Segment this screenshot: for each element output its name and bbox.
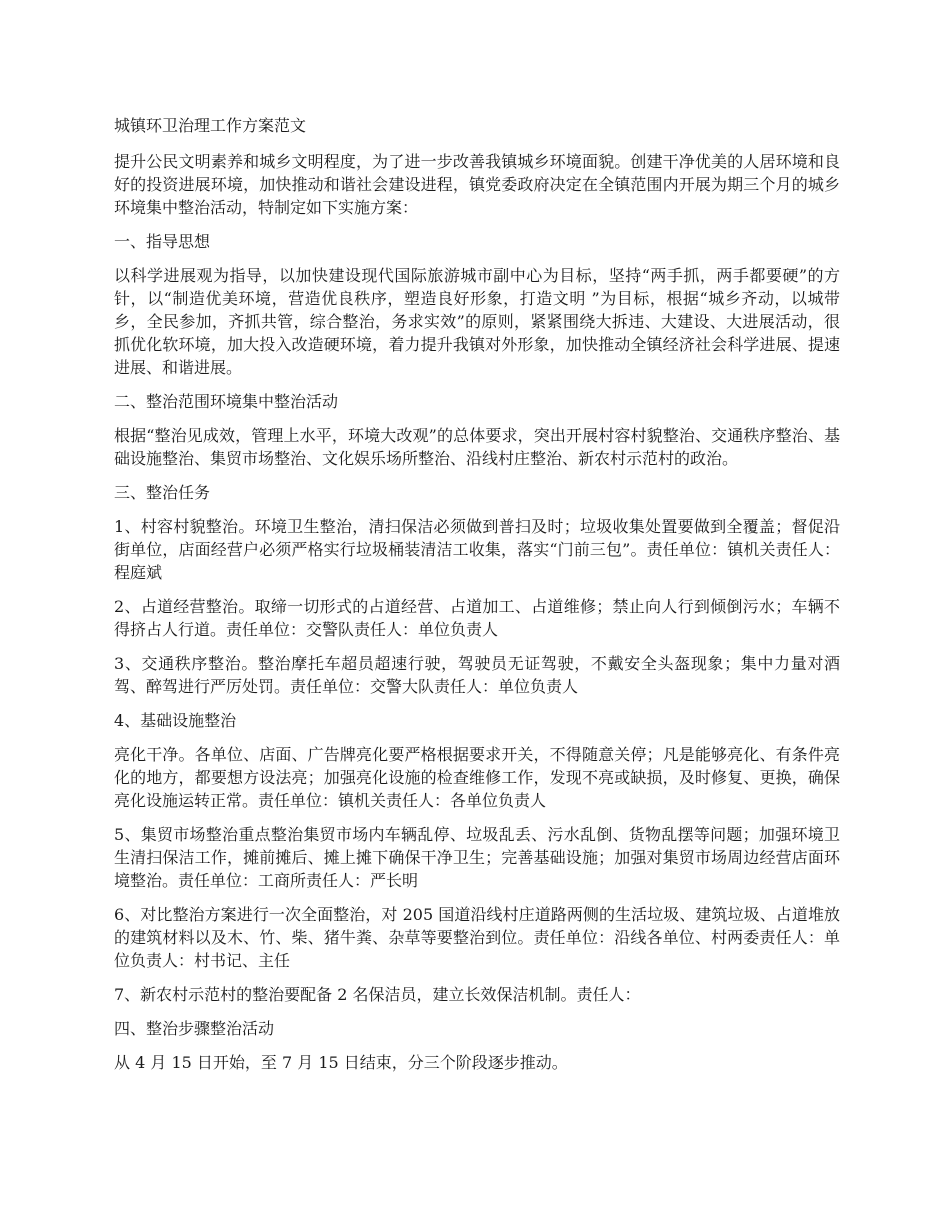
paragraph: 亮化干净。各单位、店面、广告牌亮化要严格根据要求开关，不得随意关停；凡是能够亮化、有条件亮化的地方，都要想方设法亮；加强亮化设施的检查维修工作，发现不亮或缺损，及时修复、更换，确保亮化设施运转正常。责任单位：镇机关责任人：各单位负责人 xyxy=(114,745,840,810)
paragraph-intro: 提升公民文明素养和城乡文明程度，为了进一步改善我镇城乡环境面貌。创建干净优美的人居环境和良好的投资进展环境，加快推动和谐社会建设进程，镇党委政府决定在全镇范围内开展为期三个月的城乡环境集中整治活动，特制定如下实施方案： xyxy=(114,152,840,217)
task-item: 7、新农村示范村的整治要配备 2 名保洁员，建立长效保洁机制。责任人： xyxy=(114,985,641,1004)
paragraph: 以科学进展观为指导，以加快建设现代国际旅游城市副中心为目标，坚持“两手抓，两手都要硬”的方针，以“制造优美环境，营造优良秩序，塑造良好形象，打造文明 ”为目标，根据“城乡齐动，以城带乡，全民参加，齐抓共管，综合整治，务求实效”的原则，紧紧围绕大拆违、大建设、大进展活动，很抓优化软环境，加大投入改造硬环境，着力提升我镇对外形象，加快推动全镇经济社会科学进展、提速进展、和谐进展。 xyxy=(114,266,840,377)
task-item: 3、交通秩序整治。整治摩托车超员超速行驶，驾驶员无证驾驶，不戴安全头盔现象；集中力量对酒驾、醉驾进行严厉处罚。责任单位：交警大队责任人：单位负责人 xyxy=(114,654,840,696)
paragraph: 从 4 月 15 日开始，至 7 月 15 日结束，分三个阶段逐步推动。 xyxy=(114,1053,568,1072)
section-heading: 四、整治步骤整治活动 xyxy=(114,1019,275,1038)
paragraph: 根据“整治见成效，管理上水平，环境大改观”的总体要求，突出开展村容村貌整治、交通秩序整治、基础设施整治、集贸市场整治、文化娱乐场所整治、沿线村庄整治、新农村示范村的政治。 xyxy=(114,426,840,468)
document-page xyxy=(114,114,840,1085)
task-item: 5、集贸市场整治重点整治集贸市场内车辆乱停、垃圾乱丢、污水乱倒、货物乱摆等问题；加强环境卫生清扫保洁工作，摊前摊后、摊上摊下确保干净卫生；完善基础设施；加强对集贸市场周边经营店面环境整治。责任单位：工商所责任人：严长明 xyxy=(114,825,840,890)
task-item: 1、村容村貌整治。环境卫生整治，清扫保洁必须做到普扫及时；垃圾收集处置要做到全覆盖；督促沿街单位，店面经营户必须严格实行垃圾桶装清洁工收集，落实“门前三包”。责任单位：镇机关责任人：程庭斌 xyxy=(114,517,840,582)
task-heading: 4、基础设施整治 xyxy=(114,711,237,730)
document-title: 城镇环卫治理工作方案范文 xyxy=(114,116,307,135)
task-item: 6、对比整治方案进行一次全面整治，对 205 国道沿线村庄道路两侧的生活垃圾、建筑垃圾、占道堆放的建筑材料以及木、竹、柴、猪牛粪、杂草等要整治到位。责任单位：沿线各单位、村两委责任人：单位负责人：村书记、主任 xyxy=(114,905,840,970)
section-heading: 一、指导思想 xyxy=(114,232,211,251)
section-heading: 二、整治范围环境集中整治活动 xyxy=(114,392,339,411)
task-item: 2、占道经营整治。取缔一切形式的占道经营、占道加工、占道维修；禁止向人行到倾倒污水；车辆不得挤占人行道。责任单位：交警队责任人：单位负责人 xyxy=(114,597,840,639)
section-heading: 三、整治任务 xyxy=(114,483,211,502)
